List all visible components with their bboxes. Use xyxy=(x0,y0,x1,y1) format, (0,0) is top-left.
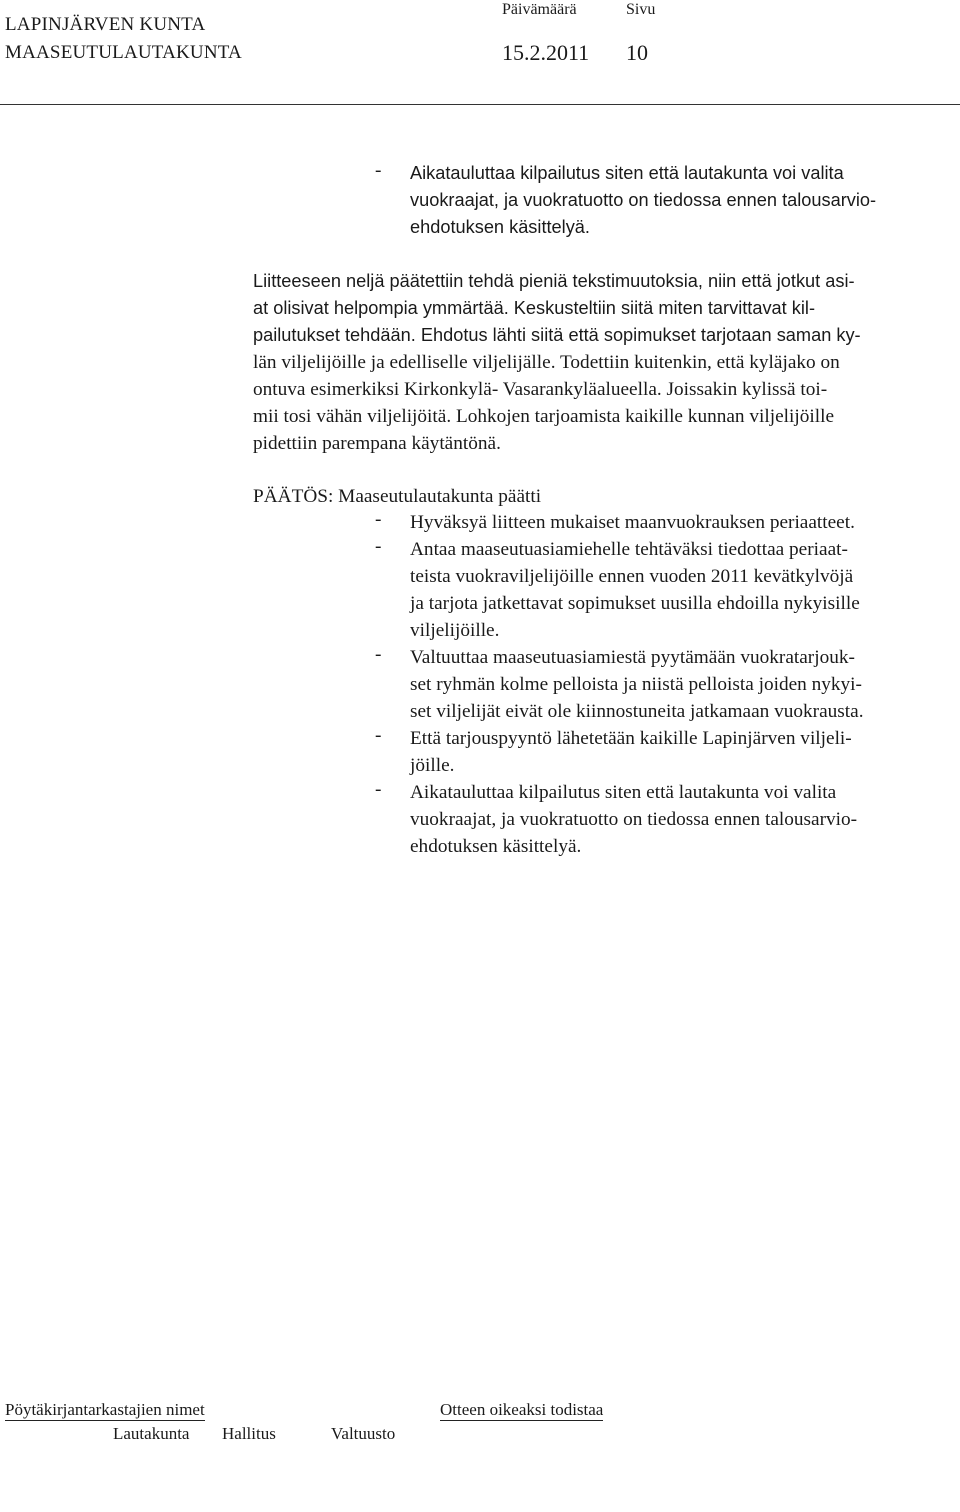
text-line: Aikatauluttaa kilpailutus siten että lautakunta voi valita xyxy=(410,782,837,803)
committee-name: MAASEUTULAUTAKUNTA xyxy=(5,42,242,63)
text-line: Aikatauluttaa kilpailutus siten että lautakunta voi valita xyxy=(410,163,844,183)
top-list-item xyxy=(410,160,876,241)
list-dash: - xyxy=(375,644,382,665)
text-line: jöille. xyxy=(410,755,455,776)
decision-item xyxy=(410,644,864,725)
text-line: teista vuokraviljelijöille ennen vuoden 2011 kevätkylvöjä xyxy=(410,566,854,587)
text-line: ehdotuksen käsittelyä. xyxy=(410,217,590,237)
footer-body-lautakunta: Lautakunta xyxy=(113,1424,190,1443)
text-line: pidettiin parempana käytäntönä. xyxy=(253,433,501,454)
list-dash: - xyxy=(375,160,382,181)
text-line: län viljelijöille ja edelliselle viljelijälle. Todettiin kuitenkin, että kyläjako on xyxy=(253,352,840,373)
organization-name: LAPINJÄRVEN KUNTA xyxy=(5,14,206,35)
footer-body-valtuusto: Valtuusto xyxy=(331,1424,396,1443)
list-dash: - xyxy=(375,725,382,746)
list-dash: - xyxy=(375,536,382,557)
decision-item xyxy=(410,725,852,779)
discussion-paragraph xyxy=(253,268,861,457)
text-line: ehdotuksen käsittelyä. xyxy=(410,836,582,857)
date-label: Päivämäärä xyxy=(502,1,577,18)
page-label: Sivu xyxy=(626,1,656,18)
checkers-label: Pöytäkirjantarkastajien nimet xyxy=(5,1400,205,1419)
text-line: vuokraajat, ja vuokratuotto on tiedossa ennen talousarvio- xyxy=(410,809,858,830)
text-line: Antaa maaseutuasiamiehelle tehtäväksi tiedottaa periaat- xyxy=(410,539,848,560)
text-line: set viljelijät eivät ole kiinnostuneita jatkamaan vuokrausta. xyxy=(410,701,864,722)
decision-item xyxy=(410,536,860,644)
list-dash: - xyxy=(375,779,382,800)
list-dash: - xyxy=(375,509,382,530)
certified-label: Otteen oikeaksi todistaa xyxy=(440,1400,604,1419)
text-line: Valtuuttaa maaseutuasiamiestä pyytämään vuokratarjouk- xyxy=(410,647,855,668)
document-date: 15.2.2011 xyxy=(502,40,590,65)
decision-item xyxy=(410,509,855,536)
text-line: ja tarjota jatkettavat sopimukset uusilla ehdoilla nykyisille xyxy=(410,593,860,614)
decision-item xyxy=(410,779,857,860)
footer-body-hallitus: Hallitus xyxy=(222,1424,276,1443)
text-line: Hyväksyä liitteen mukaiset maanvuokrauksen periaatteet. xyxy=(410,512,855,533)
page-number: 10 xyxy=(626,40,648,65)
text-line: viljelijöille. xyxy=(410,620,500,641)
text-line: Liitteeseen neljä päätettiin tehdä pieniä tekstimuutoksia, niin että jotkut asi- xyxy=(253,271,855,291)
text-line: Että tarjouspyyntö lähetetään kaikille Lapinjärven viljeli- xyxy=(410,728,852,749)
decision-heading: PÄÄTÖS: Maaseutulautakunta päätti xyxy=(253,486,542,507)
text-line: ontuva esimerkiksi Kirkonkylä- Vasarankyläalueella. Joissakin kylissä toi- xyxy=(253,379,828,400)
text-line: pailutukset tehdään. Ehdotus lähti siitä että sopimukset tarjotaan saman ky- xyxy=(253,325,861,345)
text-line: at olisivat helpompia ymmärtää. Keskusteltiin siitä miten tarvittavat kil- xyxy=(253,298,816,318)
text-line: set ryhmän kolme pelloista ja niistä pelloista joiden nykyi- xyxy=(410,674,862,695)
header-divider xyxy=(0,104,960,105)
text-line: mii tosi vähän viljelijöitä. Lohkojen tarjoamista kaikille kunnan viljelijöille xyxy=(253,406,834,427)
text-line: vuokraajat, ja vuokratuotto on tiedossa ennen talousarvio- xyxy=(410,190,877,210)
